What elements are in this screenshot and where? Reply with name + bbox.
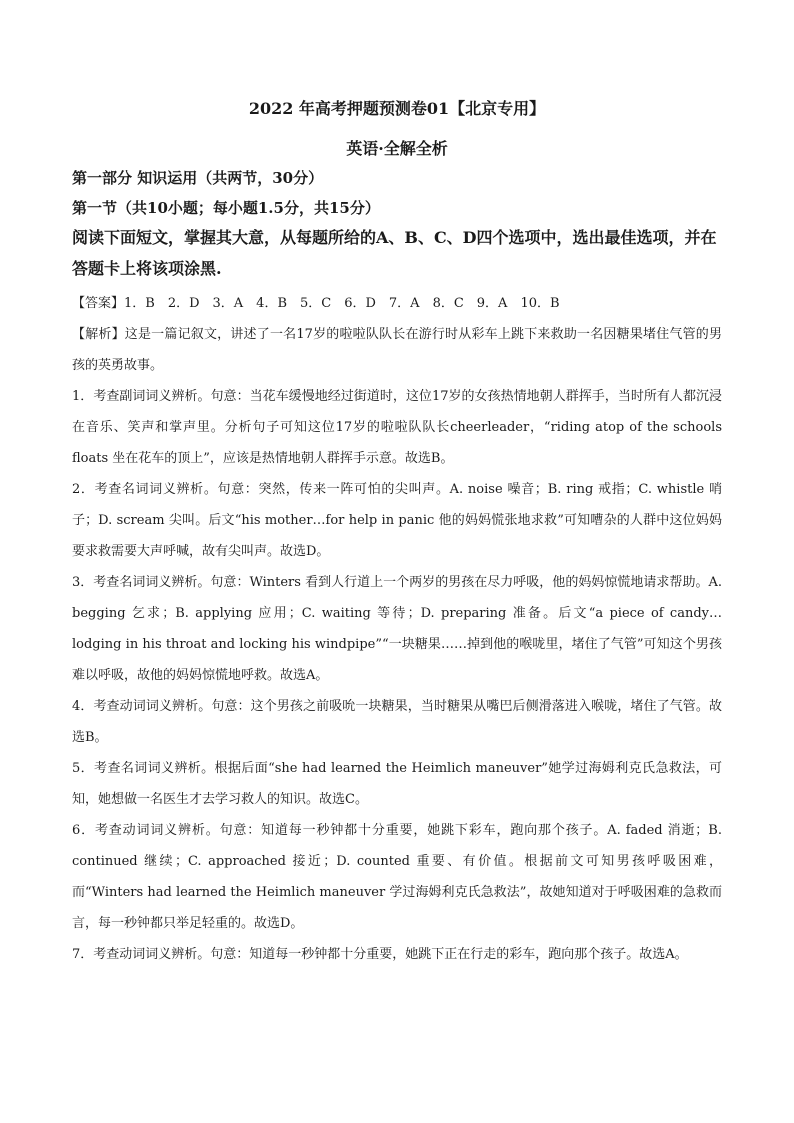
answer-key: 【答案】1．B 2．D 3．A 4．B 5．C 6．D 7．A 8．C 9．A 10．B xyxy=(72,296,560,311)
analysis-paragraph: 【解析】这是一篇记叙文，讲述了一名17岁的啦啦队队长在游行时从彩车上跳下来救助一名因糖果堵住气管的男孩的英勇故事。 xyxy=(72,327,722,373)
explanation-item-7: 7．考查动词词义辨析。句意：知道每一秒钟都十分重要，她跳下正在行走的彩车，跑向那个孩子。故选A。 xyxy=(72,947,688,962)
part-heading: 第一部分 知识运用（共两节，30分） xyxy=(72,169,324,187)
document-title: 2022 年高考押题预测卷01【北京专用】 xyxy=(248,99,546,118)
subsection-heading: 第一节（共10小题；每小题1.5分，共15分） xyxy=(72,199,380,217)
explanation-item-3: 3．考查名词词义辨析。句意：Winters 看到人行道上一个两岁的男孩在尽力呼吸，他的妈妈惊慌地请求帮助。A. begging 乞求；B. applying 应用；C. waiting 等待；D. preparing 准备。后文“a piece of candy…lodging in his throat and locking his windpipe”“一块糖果……掉到他的喉咙里，堵住了气管”可知这个男孩难以呼吸，故他的妈妈惊慌地呼救。故选A。 xyxy=(72,575,722,683)
document-page xyxy=(72,96,722,970)
document-subtitle: 英语·全解全析 xyxy=(346,139,448,158)
explanation-item-1: 1．考查副词词义辨析。句意：当花车缓慢地经过街道时，这位17岁的女孩热情地朝人群挥手，当时所有人都沉浸在音乐、笑声和掌声里。分析句子可知这位17岁的啦啦队队长cheerleader，“riding atop of the schools floats 坐在花车的顶上”，应该是热情地朝人群挥手示意。故选B。 xyxy=(72,389,722,466)
explanation-item-2: 2．考查名词词义辨析。句意：突然，传来一阵可怕的尖叫声。A. noise 噪音；B. ring 戒指；C. whistle 哨子；D. scream 尖叫。后文“his mother…for help in panic 他的妈妈慌张地求救”可知嘈杂的人群中这位妈妈要求救需要大声呼喊，故有尖叫声。故选D。 xyxy=(72,482,722,559)
explanation-item-6: 6．考查动词词义辨析。句意：知道每一秒钟都十分重要，她跳下彩车，跑向那个孩子。A. faded 消逝；B. continued 继续；C. approached 接近；D. counted 重要、有价值。根据前文可知男孩呼吸困难，而“Winters had learned the Heimlich maneuver 学过海姆利克氏急救法”，故她知道对于呼吸困难的急救而言，每一秒钟都只举足轻重的。故选D。 xyxy=(72,823,722,931)
instruction-text: 阅读下面短文，掌握其大意，从每题所给的A、B、C、D四个选项中，选出最佳选项，并在答题卡上将该项涂黑. xyxy=(72,228,717,278)
explanation-item-5: 5．考查名词词义辨析。根据后面“she had learned the Heimlich maneuver”她学过海姆利克氏急救法，可知，她想做一名医生才去学习救人的知识。故选C。 xyxy=(72,761,722,807)
explanation-item-4: 4．考查动词词义辨析。句意：这个男孩之前吸吮一块糖果，当时糖果从嘴巴后侧滑落进入喉咙，堵住了气管。故选B。 xyxy=(72,699,722,745)
